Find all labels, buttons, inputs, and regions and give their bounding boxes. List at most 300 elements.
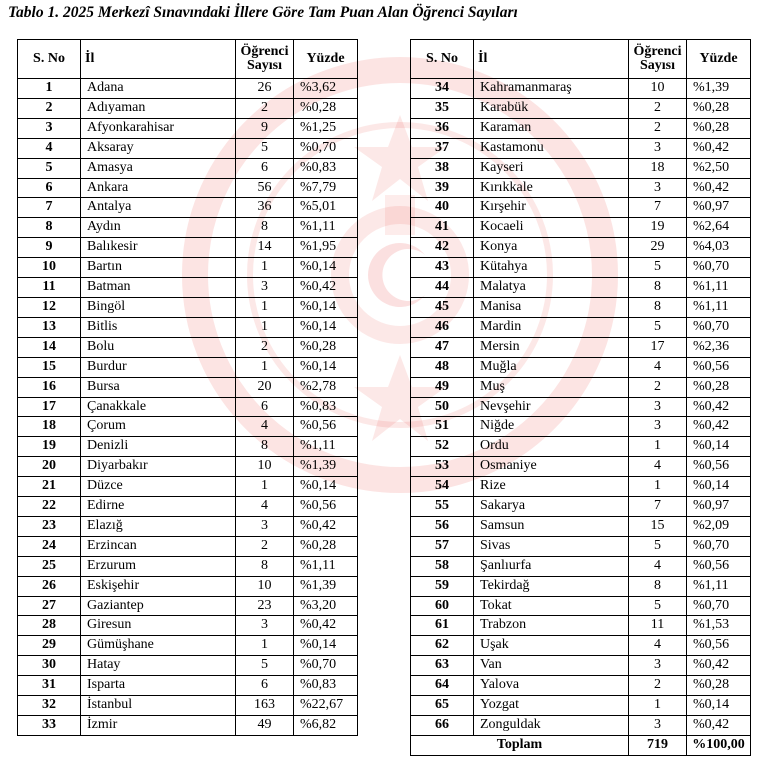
percentage: %0,70 xyxy=(687,596,751,616)
student-count: 8 xyxy=(236,218,294,238)
table-row xyxy=(18,656,358,676)
row-number: 58 xyxy=(411,556,474,576)
percentage: %0,42 xyxy=(687,417,751,437)
table-row xyxy=(411,258,751,278)
percentage: %0,14 xyxy=(687,437,751,457)
row-number: 22 xyxy=(18,497,81,517)
row-number: 25 xyxy=(18,556,81,576)
row-number: 20 xyxy=(18,457,81,477)
province-name: İstanbul xyxy=(81,696,236,716)
province-name: Ankara xyxy=(81,178,236,198)
province-name: Muş xyxy=(474,377,629,397)
percentage: %0,28 xyxy=(687,118,751,138)
row-number: 26 xyxy=(18,576,81,596)
province-name: Mersin xyxy=(474,337,629,357)
table-row xyxy=(411,337,751,357)
row-number: 21 xyxy=(18,477,81,497)
percentage: %0,14 xyxy=(294,357,358,377)
student-count: 9 xyxy=(236,118,294,138)
percentage: %0,28 xyxy=(687,676,751,696)
percentage: %0,14 xyxy=(294,317,358,337)
percentage: %0,42 xyxy=(687,138,751,158)
province-name: Kayseri xyxy=(474,158,629,178)
table-row xyxy=(411,198,751,218)
row-number: 42 xyxy=(411,238,474,258)
student-count: 5 xyxy=(629,258,687,278)
province-name: Samsun xyxy=(474,516,629,536)
row-number: 6 xyxy=(18,178,81,198)
row-number: 9 xyxy=(18,238,81,258)
row-number: 33 xyxy=(18,716,81,736)
percentage: %0,14 xyxy=(294,636,358,656)
student-count: 2 xyxy=(629,118,687,138)
student-count: 2 xyxy=(236,536,294,556)
row-number: 37 xyxy=(411,138,474,158)
province-name: Batman xyxy=(81,278,236,298)
row-number: 50 xyxy=(411,397,474,417)
student-count: 3 xyxy=(629,178,687,198)
row-number: 39 xyxy=(411,178,474,198)
province-name: Düzce xyxy=(81,477,236,497)
province-name: Karabük xyxy=(474,98,629,118)
table-row xyxy=(18,437,358,457)
student-count: 4 xyxy=(629,357,687,377)
percentage: %7,79 xyxy=(294,178,358,198)
table-row xyxy=(411,98,751,118)
percentage: %22,67 xyxy=(294,696,358,716)
row-number: 46 xyxy=(411,317,474,337)
province-name: Niğde xyxy=(474,417,629,437)
row-number: 53 xyxy=(411,457,474,477)
table-row xyxy=(18,516,358,536)
student-count: 5 xyxy=(629,317,687,337)
province-name: Manisa xyxy=(474,297,629,317)
percentage: %0,14 xyxy=(294,477,358,497)
student-count: 4 xyxy=(236,417,294,437)
province-name: Çorum xyxy=(81,417,236,437)
table-row xyxy=(411,138,751,158)
row-number: 63 xyxy=(411,656,474,676)
table-row xyxy=(411,676,751,696)
province-name: Gümüşhane xyxy=(81,636,236,656)
percentage: %2,09 xyxy=(687,516,751,536)
student-count: 1 xyxy=(236,317,294,337)
row-number: 28 xyxy=(18,616,81,636)
student-count: 10 xyxy=(629,79,687,99)
percentage: %0,14 xyxy=(294,297,358,317)
student-count: 5 xyxy=(236,656,294,676)
table-row xyxy=(18,79,358,99)
student-count: 23 xyxy=(236,596,294,616)
percentage: %1,11 xyxy=(294,218,358,238)
table-row xyxy=(411,497,751,517)
row-number: 16 xyxy=(18,377,81,397)
table-row xyxy=(411,696,751,716)
table-row xyxy=(411,576,751,596)
table-row xyxy=(18,357,358,377)
percentage: %0,28 xyxy=(687,377,751,397)
row-number: 31 xyxy=(18,676,81,696)
student-count: 3 xyxy=(236,616,294,636)
student-count: 6 xyxy=(236,397,294,417)
student-count: 29 xyxy=(629,238,687,258)
percentage: %1,25 xyxy=(294,118,358,138)
percentage: %0,28 xyxy=(687,98,751,118)
province-name: Elazığ xyxy=(81,516,236,536)
percentage: %0,42 xyxy=(687,716,751,736)
student-count: 36 xyxy=(236,198,294,218)
percentage: %2,36 xyxy=(687,337,751,357)
percentage: %1,53 xyxy=(687,616,751,636)
province-name: Balıkesir xyxy=(81,238,236,258)
row-number: 65 xyxy=(411,696,474,716)
table-row xyxy=(411,278,751,298)
student-count: 1 xyxy=(629,696,687,716)
header-no: S. No xyxy=(411,40,474,79)
table-row xyxy=(18,258,358,278)
student-count: 8 xyxy=(629,278,687,298)
student-count: 3 xyxy=(629,656,687,676)
row-number: 2 xyxy=(18,98,81,118)
percentage: %0,42 xyxy=(294,516,358,536)
table-row xyxy=(18,536,358,556)
table-row xyxy=(18,337,358,357)
row-number: 7 xyxy=(18,198,81,218)
table-row xyxy=(18,457,358,477)
province-name: Trabzon xyxy=(474,616,629,636)
row-number: 64 xyxy=(411,676,474,696)
table-row xyxy=(18,118,358,138)
table-row xyxy=(18,576,358,596)
province-name: Hatay xyxy=(81,656,236,676)
percentage: %1,39 xyxy=(294,576,358,596)
province-name: Aksaray xyxy=(81,138,236,158)
provinces-table-right xyxy=(410,39,751,756)
row-number: 29 xyxy=(18,636,81,656)
percentage: %0,28 xyxy=(294,337,358,357)
row-number: 45 xyxy=(411,297,474,317)
province-name: Tokat xyxy=(474,596,629,616)
student-count: 1 xyxy=(236,258,294,278)
table-row xyxy=(411,437,751,457)
student-count: 8 xyxy=(236,437,294,457)
row-number: 10 xyxy=(18,258,81,278)
student-count: 1 xyxy=(236,477,294,497)
percentage: %1,39 xyxy=(294,457,358,477)
percentage: %4,03 xyxy=(687,238,751,258)
percentage: %0,56 xyxy=(687,457,751,477)
province-name: Karaman xyxy=(474,118,629,138)
total-pct: %100,00 xyxy=(687,735,751,755)
percentage: %0,83 xyxy=(294,397,358,417)
percentage: %1,11 xyxy=(687,278,751,298)
table-row xyxy=(18,98,358,118)
row-number: 51 xyxy=(411,417,474,437)
student-count: 11 xyxy=(629,616,687,636)
province-name: Bingöl xyxy=(81,297,236,317)
student-count: 6 xyxy=(236,158,294,178)
row-number: 18 xyxy=(18,417,81,437)
percentage: %0,70 xyxy=(294,138,358,158)
total-count: 719 xyxy=(629,735,687,755)
province-name: Sivas xyxy=(474,536,629,556)
student-count: 15 xyxy=(629,516,687,536)
row-number: 59 xyxy=(411,576,474,596)
province-name: Osmaniye xyxy=(474,457,629,477)
student-count: 5 xyxy=(629,536,687,556)
student-count: 5 xyxy=(629,596,687,616)
province-name: Nevşehir xyxy=(474,397,629,417)
row-number: 3 xyxy=(18,118,81,138)
province-name: Gaziantep xyxy=(81,596,236,616)
percentage: %0,42 xyxy=(687,656,751,676)
province-name: Aydın xyxy=(81,218,236,238)
province-name: Rize xyxy=(474,477,629,497)
province-name: Kastamonu xyxy=(474,138,629,158)
province-name: Eskişehir xyxy=(81,576,236,596)
table-row xyxy=(411,636,751,656)
table-row xyxy=(18,716,358,736)
percentage: %0,56 xyxy=(687,636,751,656)
province-name: İzmir xyxy=(81,716,236,736)
percentage: %6,82 xyxy=(294,716,358,736)
table-row xyxy=(18,278,358,298)
student-count: 163 xyxy=(236,696,294,716)
student-count: 1 xyxy=(236,297,294,317)
table-row xyxy=(411,377,751,397)
row-number: 57 xyxy=(411,536,474,556)
student-count: 1 xyxy=(236,636,294,656)
table-row xyxy=(18,178,358,198)
row-number: 23 xyxy=(18,516,81,536)
province-name: Denizli xyxy=(81,437,236,457)
table-row xyxy=(411,716,751,736)
row-number: 15 xyxy=(18,357,81,377)
student-count: 4 xyxy=(629,556,687,576)
table-row xyxy=(411,477,751,497)
total-row xyxy=(411,735,751,755)
row-number: 62 xyxy=(411,636,474,656)
header-il: İl xyxy=(474,40,629,79)
table-row xyxy=(18,397,358,417)
province-name: Bartın xyxy=(81,258,236,278)
student-count: 3 xyxy=(236,516,294,536)
province-name: Kocaeli xyxy=(474,218,629,238)
table-row xyxy=(411,516,751,536)
total-label: Toplam xyxy=(411,735,629,755)
row-number: 66 xyxy=(411,716,474,736)
student-count: 8 xyxy=(236,556,294,576)
row-number: 54 xyxy=(411,477,474,497)
row-number: 34 xyxy=(411,79,474,99)
row-number: 43 xyxy=(411,258,474,278)
row-number: 30 xyxy=(18,656,81,676)
provinces-table-left xyxy=(17,39,358,736)
row-number: 40 xyxy=(411,198,474,218)
percentage: %0,83 xyxy=(294,158,358,178)
student-count: 2 xyxy=(629,98,687,118)
percentage: %0,14 xyxy=(687,696,751,716)
percentage: %2,64 xyxy=(687,218,751,238)
table-row xyxy=(18,317,358,337)
province-name: Konya xyxy=(474,238,629,258)
student-count: 1 xyxy=(236,357,294,377)
student-count: 3 xyxy=(629,138,687,158)
percentage: %1,11 xyxy=(294,437,358,457)
row-number: 27 xyxy=(18,596,81,616)
table-row xyxy=(18,138,358,158)
student-count: 3 xyxy=(629,397,687,417)
student-count: 1 xyxy=(629,437,687,457)
row-number: 4 xyxy=(18,138,81,158)
row-number: 60 xyxy=(411,596,474,616)
student-count: 2 xyxy=(236,98,294,118)
table-row xyxy=(411,317,751,337)
province-name: Bitlis xyxy=(81,317,236,337)
province-name: Erzurum xyxy=(81,556,236,576)
student-count: 4 xyxy=(629,457,687,477)
province-name: Giresun xyxy=(81,616,236,636)
province-name: Şanlıurfa xyxy=(474,556,629,576)
table-row xyxy=(18,556,358,576)
province-name: Kırşehir xyxy=(474,198,629,218)
percentage: %0,70 xyxy=(687,317,751,337)
table-row xyxy=(411,79,751,99)
percentage: %0,42 xyxy=(687,397,751,417)
table-row xyxy=(411,118,751,138)
province-name: Sakarya xyxy=(474,497,629,517)
row-number: 36 xyxy=(411,118,474,138)
row-number: 5 xyxy=(18,158,81,178)
row-number: 35 xyxy=(411,98,474,118)
table-row xyxy=(411,457,751,477)
percentage: %0,28 xyxy=(294,536,358,556)
percentage: %2,78 xyxy=(294,377,358,397)
percentage: %2,50 xyxy=(687,158,751,178)
province-name: Diyarbakır xyxy=(81,457,236,477)
percentage: %1,11 xyxy=(687,297,751,317)
student-count: 10 xyxy=(236,576,294,596)
table-row xyxy=(411,238,751,258)
province-name: Adana xyxy=(81,79,236,99)
percentage: %0,70 xyxy=(294,656,358,676)
row-number: 24 xyxy=(18,536,81,556)
table-row xyxy=(18,238,358,258)
student-count: 3 xyxy=(236,278,294,298)
province-name: Kırıkkale xyxy=(474,178,629,198)
percentage: %0,56 xyxy=(687,556,751,576)
student-count: 17 xyxy=(629,337,687,357)
table-row xyxy=(18,377,358,397)
percentage: %1,39 xyxy=(687,79,751,99)
student-count: 10 xyxy=(236,457,294,477)
row-number: 13 xyxy=(18,317,81,337)
province-name: Yozgat xyxy=(474,696,629,716)
row-number: 11 xyxy=(18,278,81,298)
table-row xyxy=(18,198,358,218)
row-number: 8 xyxy=(18,218,81,238)
percentage: %0,56 xyxy=(687,357,751,377)
header-il: İl xyxy=(81,40,236,79)
province-name: Mardin xyxy=(474,317,629,337)
table-row xyxy=(18,636,358,656)
table-row xyxy=(18,676,358,696)
table-row xyxy=(18,417,358,437)
student-count: 20 xyxy=(236,377,294,397)
province-name: Bolu xyxy=(81,337,236,357)
student-count: 4 xyxy=(629,636,687,656)
province-name: Zonguldak xyxy=(474,716,629,736)
row-number: 61 xyxy=(411,616,474,636)
student-count: 14 xyxy=(236,238,294,258)
table-row xyxy=(18,497,358,517)
student-count: 5 xyxy=(236,138,294,158)
row-number: 41 xyxy=(411,218,474,238)
percentage: %0,42 xyxy=(687,178,751,198)
table-row xyxy=(18,477,358,497)
student-count: 3 xyxy=(629,716,687,736)
table-row xyxy=(411,536,751,556)
province-name: Kütahya xyxy=(474,258,629,278)
percentage: %0,14 xyxy=(294,258,358,278)
table-row xyxy=(411,178,751,198)
student-count: 49 xyxy=(236,716,294,736)
percentage: %0,14 xyxy=(687,477,751,497)
percentage: %0,42 xyxy=(294,278,358,298)
row-number: 19 xyxy=(18,437,81,457)
table-row xyxy=(411,357,751,377)
percentage: %0,70 xyxy=(687,258,751,278)
province-name: Amasya xyxy=(81,158,236,178)
province-name: Edirne xyxy=(81,497,236,517)
province-name: Çanakkale xyxy=(81,397,236,417)
province-name: Muğla xyxy=(474,357,629,377)
row-number: 52 xyxy=(411,437,474,457)
province-name: Erzincan xyxy=(81,536,236,556)
province-name: Tekirdağ xyxy=(474,576,629,596)
province-name: Antalya xyxy=(81,198,236,218)
table-row xyxy=(411,596,751,616)
percentage: %1,95 xyxy=(294,238,358,258)
student-count: 4 xyxy=(236,497,294,517)
row-number: 32 xyxy=(18,696,81,716)
table-row xyxy=(18,596,358,616)
header-pct: Yüzde xyxy=(687,40,751,79)
percentage: %0,56 xyxy=(294,417,358,437)
percentage: %0,56 xyxy=(294,497,358,517)
province-name: Yalova xyxy=(474,676,629,696)
row-number: 55 xyxy=(411,497,474,517)
table-row xyxy=(18,218,358,238)
header-pct: Yüzde xyxy=(294,40,358,79)
student-count: 8 xyxy=(629,297,687,317)
table-row xyxy=(18,158,358,178)
province-name: Uşak xyxy=(474,636,629,656)
percentage: %0,97 xyxy=(687,497,751,517)
province-name: Ordu xyxy=(474,437,629,457)
table-caption: Tablo 1. 2025 Merkezî Sınavındaki İllere Göre Tam Puan Alan Öğrenci Sayıları xyxy=(8,4,518,21)
province-name: Adıyaman xyxy=(81,98,236,118)
row-number: 38 xyxy=(411,158,474,178)
percentage: %0,42 xyxy=(294,616,358,636)
province-name: Afyonkarahisar xyxy=(81,118,236,138)
header-count: Öğrenci Sayısı xyxy=(629,40,687,79)
student-count: 1 xyxy=(629,477,687,497)
student-count: 7 xyxy=(629,497,687,517)
student-count: 8 xyxy=(629,576,687,596)
student-count: 2 xyxy=(236,337,294,357)
table-row xyxy=(411,417,751,437)
